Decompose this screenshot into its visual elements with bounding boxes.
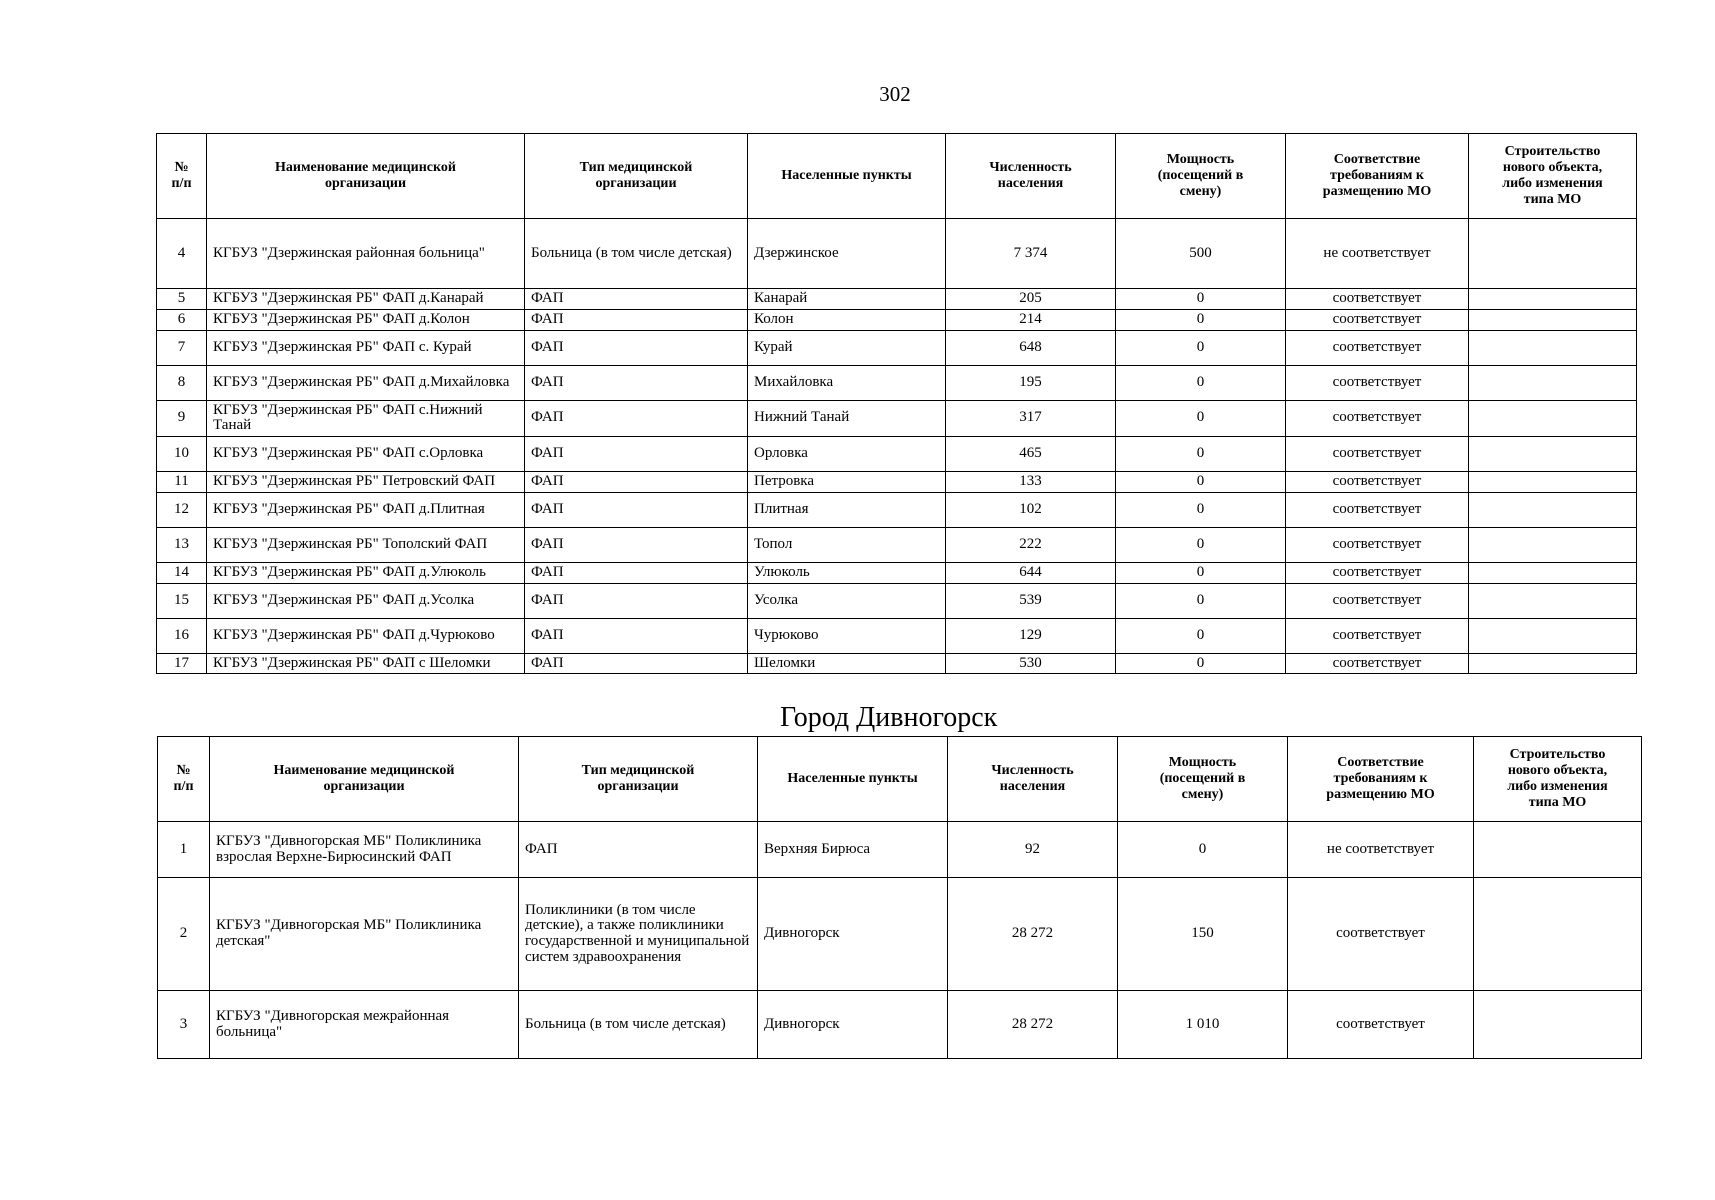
cell-population: 648 <box>946 330 1116 365</box>
cell-construction <box>1469 365 1637 400</box>
cell-construction <box>1474 878 1642 991</box>
cell-construction <box>1469 330 1637 365</box>
cell-name: КГБУЗ "Дзержинская районная больница" <box>207 219 525 289</box>
cell-construction <box>1469 562 1637 583</box>
cell-capacity: 1 010 <box>1118 991 1288 1059</box>
cell-num: 8 <box>157 365 207 400</box>
header-name: Наименование медицинской организации <box>210 737 519 822</box>
cell-capacity: 150 <box>1118 878 1288 991</box>
cell-capacity: 0 <box>1116 437 1286 472</box>
cell-capacity: 0 <box>1116 527 1286 562</box>
table-header-row <box>157 134 1637 219</box>
cell-type: Больница (в том числе детская) <box>525 219 748 289</box>
cell-compliance: соответствует <box>1286 309 1469 330</box>
cell-compliance: соответствует <box>1286 437 1469 472</box>
cell-settlement: Усолка <box>748 583 946 618</box>
cell-settlement: Курай <box>748 330 946 365</box>
cell-settlement: Дивногорск <box>758 878 948 991</box>
cell-capacity: 0 <box>1116 400 1286 437</box>
header-num: № п/п <box>158 737 210 822</box>
cell-num: 2 <box>158 878 210 991</box>
cell-compliance: соответствует <box>1288 991 1474 1059</box>
cell-construction <box>1469 492 1637 527</box>
cell-name: КГБУЗ "Дзержинская РБ" ФАП д.Улюколь <box>207 562 525 583</box>
cell-construction <box>1469 437 1637 472</box>
cell-name: КГБУЗ "Дзержинская РБ" ФАП с.Орловка <box>207 437 525 472</box>
facilities-table-dzerzhinsky <box>156 133 1637 674</box>
header-settlements: Населенные пункты <box>758 737 948 822</box>
cell-construction <box>1469 653 1637 674</box>
cell-name: КГБУЗ "Дзержинская РБ" ФАП д.Колон <box>207 309 525 330</box>
cell-compliance: соответствует <box>1286 365 1469 400</box>
cell-type: ФАП <box>525 400 748 437</box>
table-row <box>157 527 1637 562</box>
header-population: Численность населения <box>948 737 1118 822</box>
header-type: Тип медицинской организации <box>519 737 758 822</box>
cell-construction <box>1474 822 1642 878</box>
cell-type: ФАП <box>525 492 748 527</box>
header-type: Тип медицинской организации <box>525 134 748 219</box>
cell-compliance: не соответствует <box>1286 219 1469 289</box>
header-population: Численность населения <box>946 134 1116 219</box>
cell-name: КГБУЗ "Дзержинская РБ" ФАП д.Усолка <box>207 583 525 618</box>
cell-name: КГБУЗ "Дивногорская МБ" Поликлиника взрослая Верхне-Бирюсинский ФАП <box>210 822 519 878</box>
cell-name: КГБУЗ "Дзержинская РБ" ФАП с Шеломки <box>207 653 525 674</box>
cell-type: ФАП <box>525 653 748 674</box>
cell-num: 10 <box>157 437 207 472</box>
table-header-row <box>158 737 1642 822</box>
cell-settlement: Улюколь <box>748 562 946 583</box>
cell-capacity: 0 <box>1116 562 1286 583</box>
cell-num: 1 <box>158 822 210 878</box>
header-construction: Строительство нового объекта, либо изменения типа МО <box>1474 737 1642 822</box>
header-construction: Строительство нового объекта, либо изменения типа МО <box>1469 134 1637 219</box>
cell-type: ФАП <box>525 618 748 653</box>
cell-capacity: 0 <box>1116 289 1286 310</box>
table-row <box>158 991 1642 1059</box>
table-row <box>158 822 1642 878</box>
section-title: Город Дивногорск <box>780 702 998 733</box>
cell-settlement: Орловка <box>748 437 946 472</box>
table-row <box>157 309 1637 330</box>
cell-settlement: Канарай <box>748 289 946 310</box>
cell-capacity: 0 <box>1116 618 1286 653</box>
table-row <box>157 437 1637 472</box>
cell-compliance: соответствует <box>1286 289 1469 310</box>
cell-construction <box>1469 472 1637 493</box>
cell-name: КГБУЗ "Дзержинская РБ" ФАП д.Михайловка <box>207 365 525 400</box>
cell-construction <box>1469 400 1637 437</box>
cell-population: 644 <box>946 562 1116 583</box>
cell-type: ФАП <box>525 583 748 618</box>
table-row <box>157 219 1637 289</box>
table-row <box>157 365 1637 400</box>
cell-name: КГБУЗ "Дзержинская РБ" ФАП с. Курай <box>207 330 525 365</box>
cell-type: ФАП <box>519 822 758 878</box>
cell-population: 317 <box>946 400 1116 437</box>
cell-settlement: Михайловка <box>748 365 946 400</box>
cell-capacity: 0 <box>1116 583 1286 618</box>
table-row <box>157 492 1637 527</box>
cell-population: 195 <box>946 365 1116 400</box>
cell-capacity: 0 <box>1116 309 1286 330</box>
cell-type: Поликлиники (в том числе детские), а также поликлиники государственной и муниципальной систем здравоохранения <box>519 878 758 991</box>
cell-name: КГБУЗ "Дзержинская РБ" Петровский ФАП <box>207 472 525 493</box>
cell-settlement: Верхняя Бирюса <box>758 822 948 878</box>
cell-population: 465 <box>946 437 1116 472</box>
cell-compliance: соответствует <box>1286 562 1469 583</box>
table-row <box>157 289 1637 310</box>
cell-construction <box>1469 309 1637 330</box>
cell-population: 205 <box>946 289 1116 310</box>
cell-type: ФАП <box>525 562 748 583</box>
cell-capacity: 0 <box>1116 330 1286 365</box>
cell-type: ФАП <box>525 330 748 365</box>
cell-compliance: соответствует <box>1286 472 1469 493</box>
cell-type: Больница (в том числе детская) <box>519 991 758 1059</box>
cell-num: 9 <box>157 400 207 437</box>
cell-name: КГБУЗ "Дзержинская РБ" ФАП д.Плитная <box>207 492 525 527</box>
cell-compliance: соответствует <box>1286 330 1469 365</box>
cell-capacity: 0 <box>1116 492 1286 527</box>
cell-name: КГБУЗ "Дивногорская межрайонная больница" <box>210 991 519 1059</box>
cell-capacity: 0 <box>1116 472 1286 493</box>
cell-compliance: соответствует <box>1286 400 1469 437</box>
cell-population: 214 <box>946 309 1116 330</box>
cell-num: 13 <box>157 527 207 562</box>
cell-compliance: соответствует <box>1286 583 1469 618</box>
cell-capacity: 500 <box>1116 219 1286 289</box>
cell-population: 129 <box>946 618 1116 653</box>
cell-name: КГБУЗ "Дзержинская РБ" ФАП с.Нижний Танай <box>207 400 525 437</box>
cell-population: 92 <box>948 822 1118 878</box>
cell-settlement: Дивногорск <box>758 991 948 1059</box>
cell-population: 530 <box>946 653 1116 674</box>
cell-population: 28 272 <box>948 878 1118 991</box>
cell-type: ФАП <box>525 527 748 562</box>
header-capacity: Мощность (посещений в смену) <box>1116 134 1286 219</box>
cell-compliance: соответствует <box>1286 618 1469 653</box>
cell-name: КГБУЗ "Дзержинская РБ" ФАП д.Чурюково <box>207 618 525 653</box>
cell-construction <box>1469 219 1637 289</box>
cell-settlement: Петровка <box>748 472 946 493</box>
cell-name: КГБУЗ "Дзержинская РБ" ФАП д.Канарай <box>207 289 525 310</box>
table-row <box>158 878 1642 991</box>
cell-population: 102 <box>946 492 1116 527</box>
cell-construction <box>1469 618 1637 653</box>
cell-num: 17 <box>157 653 207 674</box>
cell-population: 133 <box>946 472 1116 493</box>
cell-compliance: соответствует <box>1286 527 1469 562</box>
cell-type: ФАП <box>525 365 748 400</box>
cell-construction <box>1474 991 1642 1059</box>
cell-compliance: соответствует <box>1288 878 1474 991</box>
cell-compliance: не соответствует <box>1288 822 1474 878</box>
table-row <box>157 400 1637 437</box>
page-number: 302 <box>879 82 911 106</box>
table-row <box>157 653 1637 674</box>
cell-type: ФАП <box>525 472 748 493</box>
cell-name: КГБУЗ "Дзержинская РБ" Тополский ФАП <box>207 527 525 562</box>
header-capacity: Мощность (посещений в смену) <box>1118 737 1288 822</box>
cell-num: 15 <box>157 583 207 618</box>
cell-num: 16 <box>157 618 207 653</box>
cell-num: 4 <box>157 219 207 289</box>
cell-num: 14 <box>157 562 207 583</box>
table-row <box>157 562 1637 583</box>
cell-num: 11 <box>157 472 207 493</box>
header-compliance: Соответствие требованиям к размещению МО <box>1286 134 1469 219</box>
cell-population: 7 374 <box>946 219 1116 289</box>
cell-num: 7 <box>157 330 207 365</box>
cell-type: ФАП <box>525 289 748 310</box>
cell-type: ФАП <box>525 309 748 330</box>
cell-num: 12 <box>157 492 207 527</box>
cell-compliance: соответствует <box>1286 492 1469 527</box>
cell-num: 6 <box>157 309 207 330</box>
header-settlements: Населенные пункты <box>748 134 946 219</box>
cell-construction <box>1469 527 1637 562</box>
cell-compliance: соответствует <box>1286 653 1469 674</box>
table-row <box>157 618 1637 653</box>
cell-construction <box>1469 289 1637 310</box>
cell-num: 5 <box>157 289 207 310</box>
cell-settlement: Плитная <box>748 492 946 527</box>
cell-capacity: 0 <box>1118 822 1288 878</box>
cell-settlement: Топол <box>748 527 946 562</box>
cell-capacity: 0 <box>1116 365 1286 400</box>
cell-construction <box>1469 583 1637 618</box>
cell-settlement: Чурюково <box>748 618 946 653</box>
cell-num: 3 <box>158 991 210 1059</box>
cell-settlement: Шеломки <box>748 653 946 674</box>
cell-type: ФАП <box>525 437 748 472</box>
cell-population: 539 <box>946 583 1116 618</box>
table-row <box>157 472 1637 493</box>
table-row <box>157 583 1637 618</box>
cell-settlement: Нижний Танай <box>748 400 946 437</box>
cell-population: 28 272 <box>948 991 1118 1059</box>
header-num: № п/п <box>157 134 207 219</box>
header-name: Наименование медицинской организации <box>207 134 525 219</box>
header-compliance: Соответствие требованиям к размещению МО <box>1288 737 1474 822</box>
cell-population: 222 <box>946 527 1116 562</box>
cell-name: КГБУЗ "Дивногорская МБ" Поликлиника детская" <box>210 878 519 991</box>
table-row <box>157 330 1637 365</box>
facilities-table-divnogorsk <box>157 736 1642 1059</box>
cell-settlement: Дзержинское <box>748 219 946 289</box>
cell-settlement: Колон <box>748 309 946 330</box>
cell-capacity: 0 <box>1116 653 1286 674</box>
